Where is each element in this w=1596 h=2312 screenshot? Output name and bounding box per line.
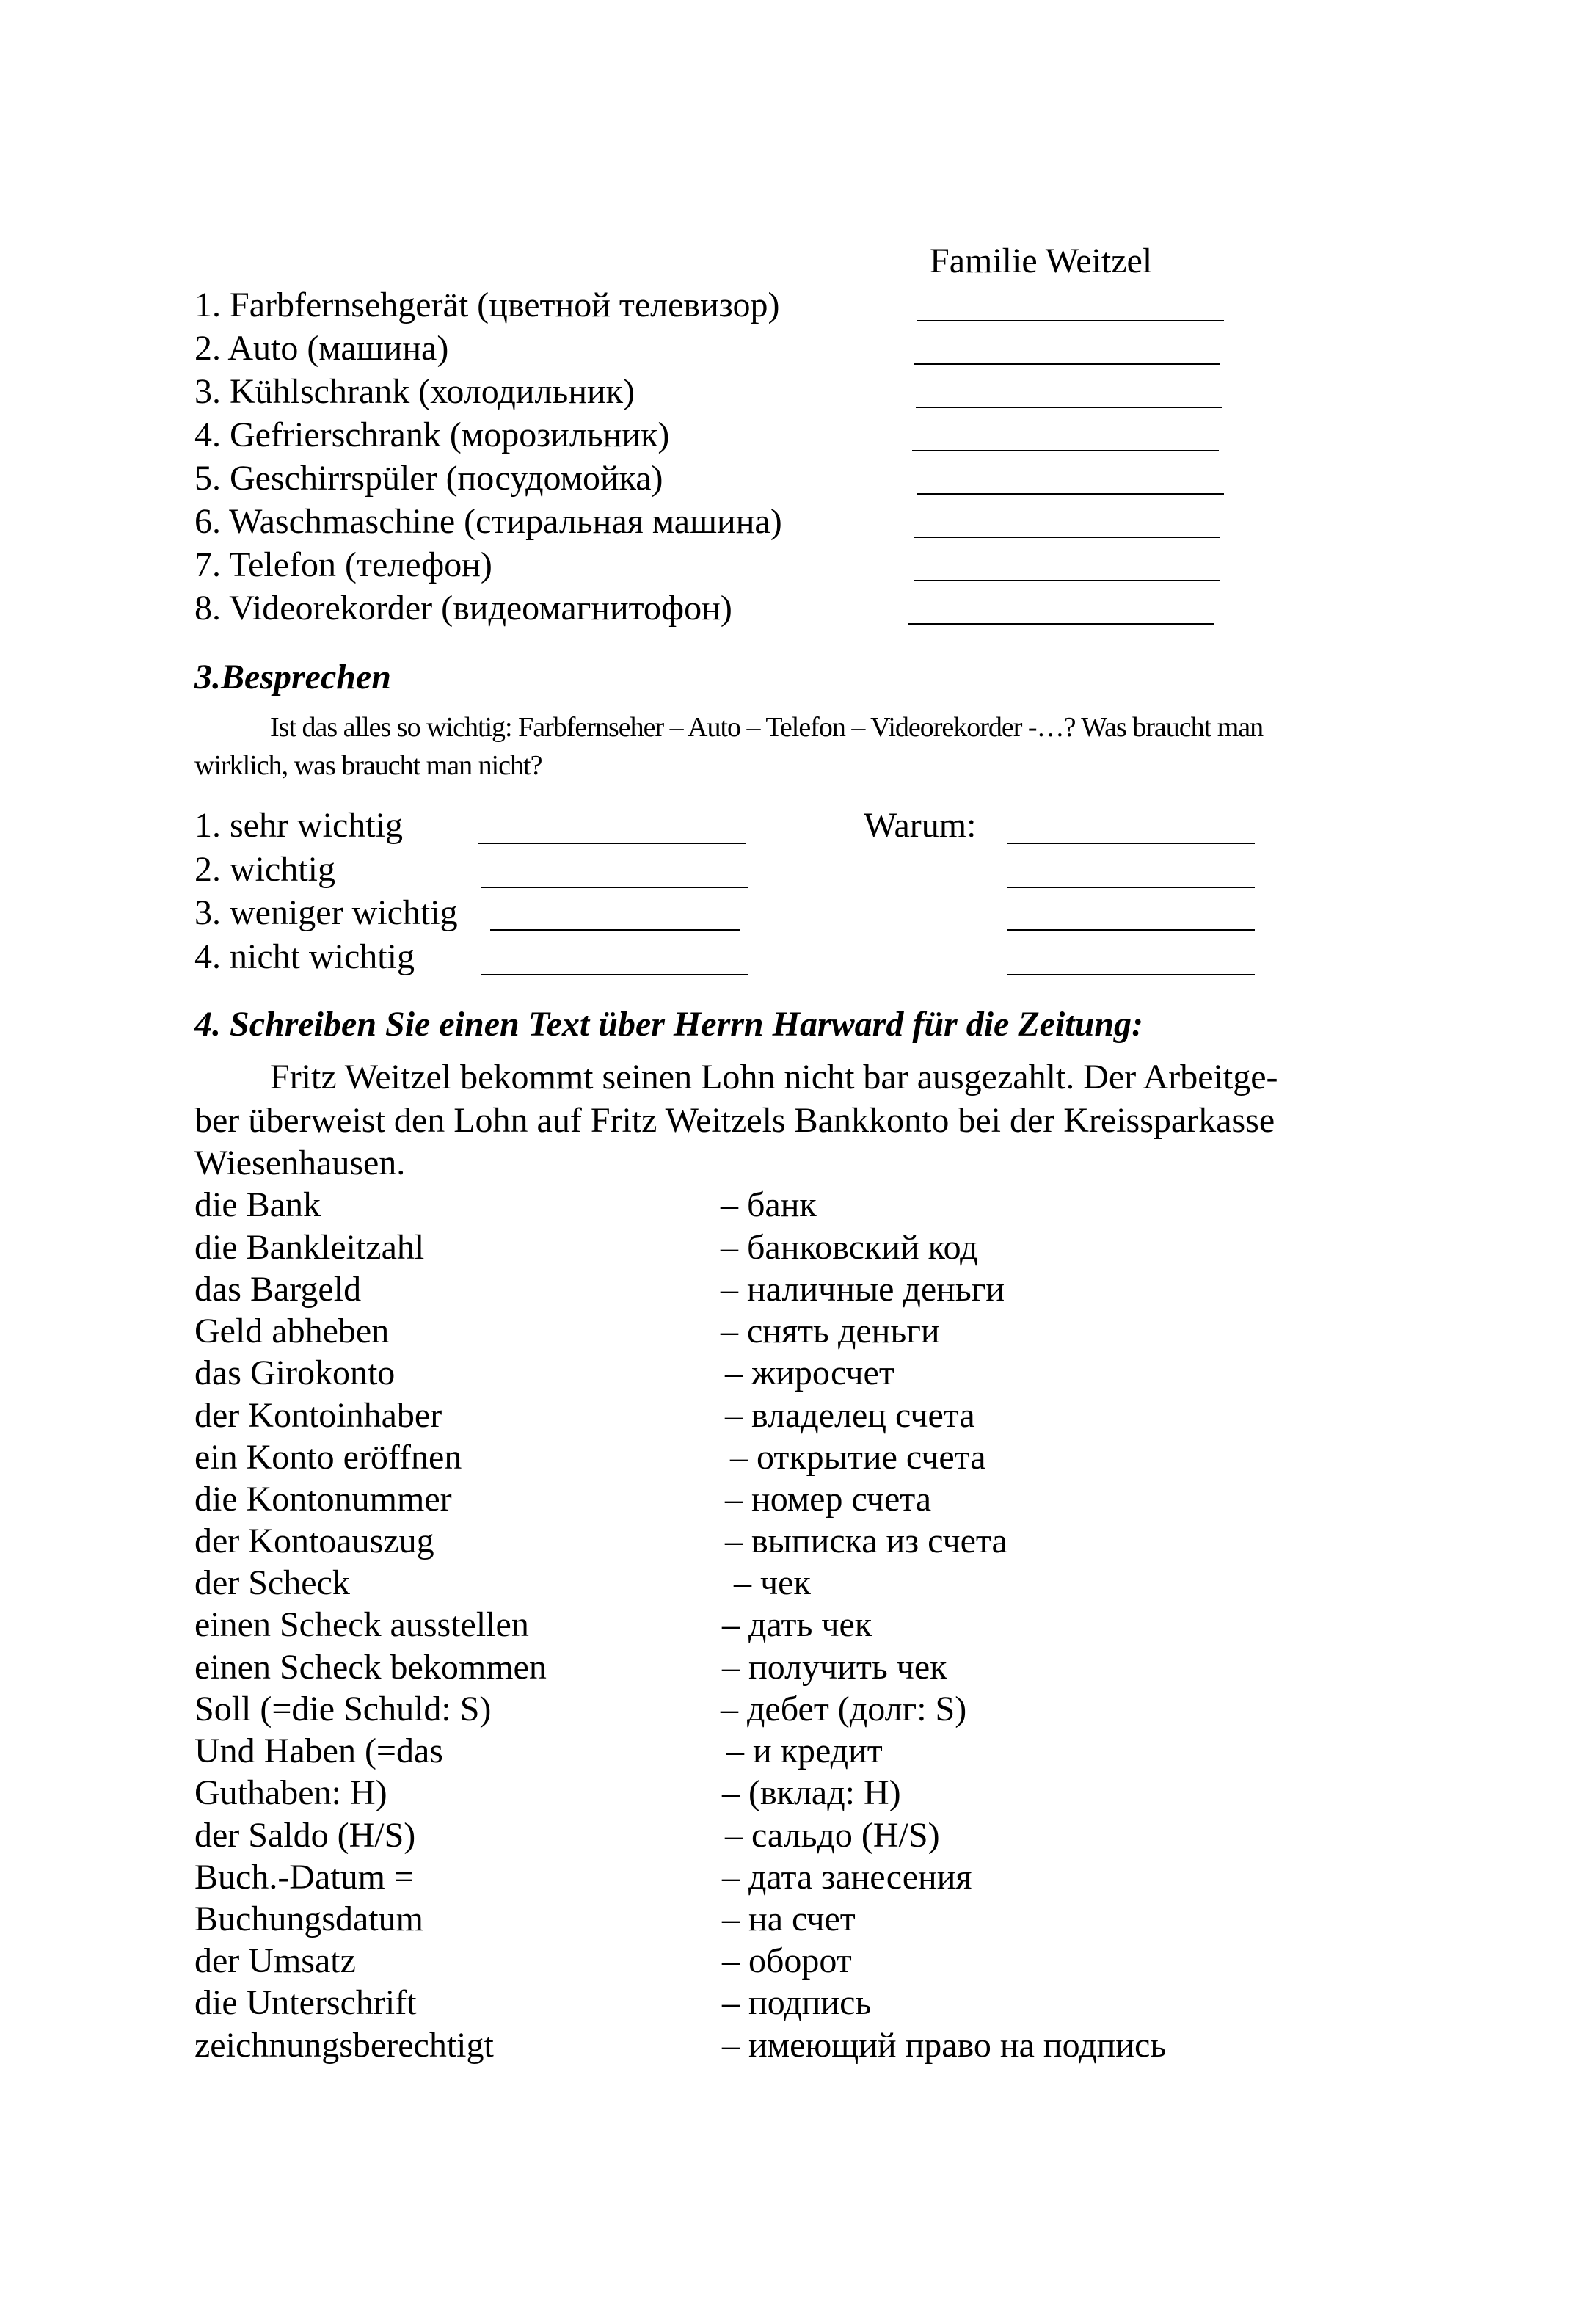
rank-blank[interactable] (478, 843, 746, 844)
answer-blank[interactable] (914, 537, 1220, 538)
why-label: Warum: (864, 806, 977, 845)
vocab-ru: – номер счета (725, 1480, 932, 1519)
rank-label: 2. wichtig (194, 850, 335, 889)
vocab-ru: – сальдо (H/S) (725, 1816, 940, 1855)
vocab-de: der Umsatz (194, 1941, 356, 1980)
vocab-de: die Bank (194, 1185, 321, 1224)
vocab-ru: – дата занесения (722, 1858, 972, 1897)
vocab-ru: – дебет (долг: S) (721, 1690, 967, 1728)
answer-blank[interactable] (914, 580, 1220, 581)
answer-blank[interactable] (908, 623, 1214, 625)
vocab-ru: – выписка из счета (725, 1522, 1007, 1560)
rank-label: 4. nicht wichtig (194, 937, 415, 976)
vocab-ru: – и кредит (726, 1731, 883, 1770)
rank-blank[interactable] (481, 887, 748, 888)
family-header: Familie Weitzel (930, 241, 1153, 280)
vocab-de: Soll (=die Schuld: S) (194, 1690, 492, 1728)
vocab-de: die Kontonummer (194, 1480, 452, 1519)
section-prompt: wirklich, was braucht man nicht? (194, 750, 542, 781)
answer-blank[interactable] (916, 407, 1222, 408)
vocab-de: die Unterschrift (194, 1983, 417, 2022)
vocab-de: der Kontoinhaber (194, 1396, 442, 1435)
vocab-de: der Kontoauszug (194, 1522, 434, 1560)
why-blank[interactable] (1007, 929, 1255, 931)
answer-blank[interactable] (917, 493, 1224, 495)
why-blank[interactable] (1007, 974, 1255, 975)
appliance-item: 6. Waschmaschine (стиральная машина) (194, 502, 782, 541)
why-blank[interactable] (1007, 887, 1255, 888)
appliance-item: 7. Telefon (телефон) (194, 545, 492, 584)
section-heading: 4. Schreiben Sie einen Text über Herrn Harward für die Zeitung: (194, 1005, 1143, 1044)
vocab-de: Geld abheben (194, 1312, 390, 1351)
vocab-ru: – дать чек (722, 1605, 872, 1644)
vocab-ru: – банковский код (721, 1228, 978, 1267)
paragraph-line: Fritz Weitzel bekommt seinen Lohn nicht bar ausgezahlt. Der Arbeitge- (270, 1058, 1278, 1097)
vocab-ru: – снять деньги (721, 1312, 940, 1351)
vocab-de: zeichnungsberechtigt (194, 2026, 494, 2065)
vocab-de: Buch.-Datum = (194, 1858, 415, 1897)
section-heading: 3.Besprechen (194, 658, 391, 697)
vocab-ru: – жиросчет (725, 1353, 894, 1392)
vocab-ru: – получить чек (722, 1648, 947, 1687)
rank-blank[interactable] (481, 974, 748, 975)
vocab-ru: – наличные деньги (721, 1270, 1005, 1309)
vocab-ru: – на счет (722, 1900, 856, 1938)
vocab-ru: – оборот (722, 1941, 852, 1980)
appliance-item: 3. Kühlschrank (холодильник) (194, 372, 635, 411)
vocab-de: der Saldo (H/S) (194, 1816, 416, 1855)
vocab-de: einen Scheck bekommen (194, 1648, 547, 1687)
appliance-item: 1. Farbfernsehgerät (цветной телевизор) (194, 286, 780, 324)
rank-label: 1. sehr wichtig (194, 806, 403, 845)
rank-blank[interactable] (490, 929, 740, 931)
paragraph-line: Wiesenhausen. (194, 1144, 406, 1182)
vocab-de: Buchungsdatum (194, 1900, 423, 1938)
appliance-item: 5. Geschirrspüler (посудомойка) (194, 459, 663, 498)
vocab-de: Guthaben: H) (194, 1773, 387, 1812)
vocab-ru: – банк (721, 1185, 817, 1224)
answer-blank[interactable] (917, 320, 1224, 321)
vocab-de: das Bargeld (194, 1270, 362, 1309)
rank-label: 3. weniger wichtig (194, 893, 458, 932)
vocab-de: Und Haben (=das (194, 1731, 443, 1770)
appliance-item: 4. Gefrierschrank (морозильник) (194, 415, 670, 454)
paragraph-line: ber überweist den Lohn auf Fritz Weitzels Bankkonto bei der Kreissparkasse (194, 1101, 1275, 1140)
answer-blank[interactable] (914, 363, 1220, 365)
vocab-ru: – имеющий право на подпись (722, 2026, 1167, 2065)
why-blank[interactable] (1007, 843, 1255, 844)
vocab-de: ein Konto eröffnen (194, 1438, 462, 1477)
vocab-de: der Scheck (194, 1563, 350, 1602)
vocab-de: einen Scheck ausstellen (194, 1605, 529, 1644)
vocab-ru: – подпись (722, 1983, 872, 2022)
vocab-ru: – (вклад: H) (722, 1773, 901, 1812)
vocab-ru: – чек (734, 1563, 811, 1602)
vocab-ru: – открытие счета (730, 1438, 986, 1477)
appliance-item: 8. Videorekorder (видеомагнитофон) (194, 589, 732, 628)
answer-blank[interactable] (912, 450, 1219, 451)
appliance-item: 2. Auto (машина) (194, 329, 449, 368)
vocab-ru: – владелец счета (725, 1396, 975, 1435)
vocab-de: die Bankleitzahl (194, 1228, 425, 1267)
section-prompt: Ist das alles so wichtig: Farbfernseher – Auto – Telefon – Videorekorder -…? Was braucht man (270, 712, 1264, 743)
vocab-de: das Girokonto (194, 1353, 396, 1392)
